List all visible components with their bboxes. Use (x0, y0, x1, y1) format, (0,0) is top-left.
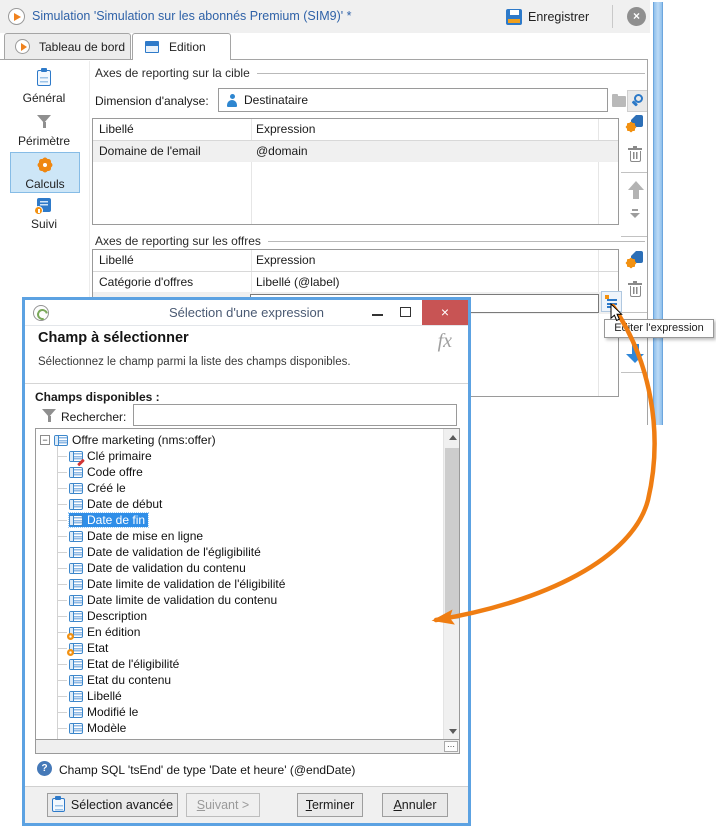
edition-window-icon (145, 41, 159, 53)
arrow-up-icon (628, 181, 644, 200)
dialog-titlebar[interactable] (25, 300, 468, 326)
window-title: Simulation 'Simulation sur les abonnés Premium (SIM9)' * (32, 9, 352, 23)
tree-item[interactable]: Etat de l'éligibilité (36, 656, 443, 672)
search-label: Rechercher: (61, 410, 127, 424)
field-status-text: Champ SQL 'tsEnd' de type 'Date et heure' (@endDate) (59, 763, 356, 777)
toolbar-divider (612, 5, 613, 28)
save-button[interactable]: Enregistrer (502, 3, 593, 30)
tree-root[interactable]: − Offre marketing (nms:offer) (36, 432, 443, 448)
field-icon (69, 515, 83, 526)
tree-item[interactable]: Modèle (36, 720, 443, 736)
toolbar-separator (621, 312, 647, 313)
table-row[interactable]: Catégorie d'offres Libellé (@label) (93, 272, 618, 293)
folder-icon (612, 96, 626, 107)
page-star-icon (627, 251, 643, 267)
move-up-button[interactable] (628, 181, 644, 203)
tree-item[interactable]: Date de mise en ligne (36, 528, 443, 544)
maximize-icon[interactable] (394, 300, 418, 325)
tree-scrollbar[interactable] (443, 429, 459, 739)
tree-item[interactable]: Date limite de validation du contenu (36, 592, 443, 608)
tree-item[interactable]: Code offre (36, 464, 443, 480)
table-row[interactable]: Domaine de l'email @domain (93, 141, 618, 162)
move-down-button[interactable] (626, 344, 644, 366)
close-icon[interactable]: × (627, 7, 646, 26)
advanced-selection-button[interactable]: Sélection avancée (47, 793, 178, 817)
tree-item-selected[interactable]: Date de fin (36, 512, 443, 528)
tree-item[interactable]: Modifié le (36, 704, 443, 720)
move-down-small-button[interactable] (630, 207, 640, 221)
magnifier-icon (631, 94, 645, 108)
main-vertical-scrollbar[interactable] (653, 2, 663, 425)
dimension-input[interactable] (218, 88, 608, 112)
dialog-heading: Champ à sélectionner (38, 330, 189, 346)
finish-button[interactable]: Terminer (297, 793, 363, 817)
enum-field-icon (69, 643, 83, 654)
dialog-subtitle: Sélectionnez le champ parmi la liste des champs disponibles. (38, 356, 351, 368)
document-alert-icon (37, 198, 51, 212)
ellipsis-button[interactable]: ⋯ (444, 741, 458, 752)
clipboard-icon (37, 70, 51, 86)
sidebar-item-general[interactable]: Général (0, 68, 88, 105)
arrow-down-icon (626, 344, 644, 363)
trash-icon (628, 146, 642, 162)
simulation-play-icon (8, 8, 25, 25)
fields-tree (35, 428, 460, 740)
page-star-icon (627, 115, 643, 131)
minimize-icon[interactable] (366, 300, 390, 325)
gear-icon (36, 156, 54, 174)
tab-edition[interactable]: Edition (132, 33, 231, 60)
available-fields-label: Champs disponibles : (35, 390, 160, 404)
tree-item[interactable] (36, 736, 443, 739)
window-toolbar (0, 0, 650, 33)
edit-expression-icon (605, 295, 618, 308)
dimension-value: Destinataire (244, 93, 309, 107)
header-separator (25, 383, 468, 384)
search-input[interactable] (133, 404, 457, 426)
field-icon (69, 483, 83, 494)
target-axes-table (92, 118, 619, 225)
field-icon (69, 675, 83, 686)
delete-axis-button[interactable] (628, 281, 642, 300)
enum-field-icon (69, 627, 83, 638)
tree-item[interactable]: Créé le (36, 480, 443, 496)
filter-icon (41, 408, 57, 423)
next-button[interactable]: Suivant > (186, 793, 260, 817)
tree-item[interactable]: Etat (36, 640, 443, 656)
sidebar-item-perimetre[interactable]: Périmètre (0, 114, 88, 148)
scroll-up-icon[interactable] (444, 429, 460, 445)
edit-expression-tooltip: Editer l'expression (604, 319, 714, 338)
target-panel-title: Axes de reporting sur la cible (95, 66, 645, 80)
sidebar-item-calculs[interactable]: Calculs (10, 152, 80, 193)
arrow-down-small-icon (630, 208, 640, 218)
table-header[interactable]: Libellé Expression (93, 119, 618, 141)
tree-item[interactable]: Date de début (36, 496, 443, 512)
field-icon (69, 563, 83, 574)
tree-item[interactable]: En édition (36, 624, 443, 640)
sidebar-item-suivi[interactable]: Suivi (0, 198, 88, 231)
field-icon (69, 499, 83, 510)
tree-item[interactable]: Description (36, 608, 443, 624)
tree-item[interactable]: Libellé (36, 688, 443, 704)
primary-key-icon (69, 451, 83, 462)
dialog-button-bar (25, 786, 468, 823)
help-icon: ? (37, 761, 52, 776)
field-icon (69, 659, 83, 670)
scroll-down-icon[interactable] (444, 723, 460, 739)
cancel-button[interactable]: Annuler (382, 793, 448, 817)
tab-tableau-de-bord[interactable]: Tableau de bord (4, 33, 131, 59)
add-axis-button[interactable] (627, 115, 643, 134)
tree-item[interactable]: Clé primaire (36, 448, 443, 464)
tree-item[interactable]: Date limite de validation de l'éligibilité (36, 576, 443, 592)
dialog-title: Sélection d'une expression (169, 305, 324, 320)
schema-icon (54, 435, 68, 446)
funnel-icon (36, 114, 52, 129)
field-icon (69, 707, 83, 718)
scrollbar-thumb[interactable] (445, 448, 459, 619)
person-icon (226, 94, 238, 107)
field-icon (69, 611, 83, 622)
field-icon (69, 531, 83, 542)
edit-expression-button[interactable] (601, 291, 622, 312)
tree-item[interactable]: Etat du contenu (36, 672, 443, 688)
save-icon (506, 9, 522, 25)
tree-item[interactable]: Date de validation du contenu (36, 560, 443, 576)
dimension-label: Dimension d'analyse: (95, 94, 209, 108)
trash-icon (628, 281, 642, 297)
clipboard-icon (52, 798, 65, 812)
field-icon (69, 691, 83, 702)
toolbar-separator (621, 172, 647, 173)
dialog-close-icon[interactable]: × (422, 300, 468, 325)
search-button[interactable] (627, 90, 648, 112)
fx-icon: fx (437, 330, 452, 352)
delete-axis-button[interactable] (628, 146, 642, 165)
tree-item[interactable]: Date de validation de l'égligibilité (36, 544, 443, 560)
dashboard-play-icon (15, 39, 30, 54)
expression-selection-dialog (22, 297, 471, 826)
offers-panel-title: Axes de reporting sur les offres (95, 234, 645, 248)
table-header[interactable]: Libellé Expression (93, 250, 618, 272)
collapse-icon[interactable]: − (40, 435, 50, 445)
field-icon (69, 723, 83, 734)
tree-bottom-strip (35, 740, 460, 754)
field-icon (69, 739, 83, 740)
field-icon (69, 579, 83, 590)
field-icon (69, 595, 83, 606)
add-axis-button[interactable] (627, 251, 643, 270)
field-icon (69, 467, 83, 478)
folder-button[interactable] (610, 92, 627, 111)
field-icon (69, 547, 83, 558)
toolbar-separator (621, 372, 647, 373)
